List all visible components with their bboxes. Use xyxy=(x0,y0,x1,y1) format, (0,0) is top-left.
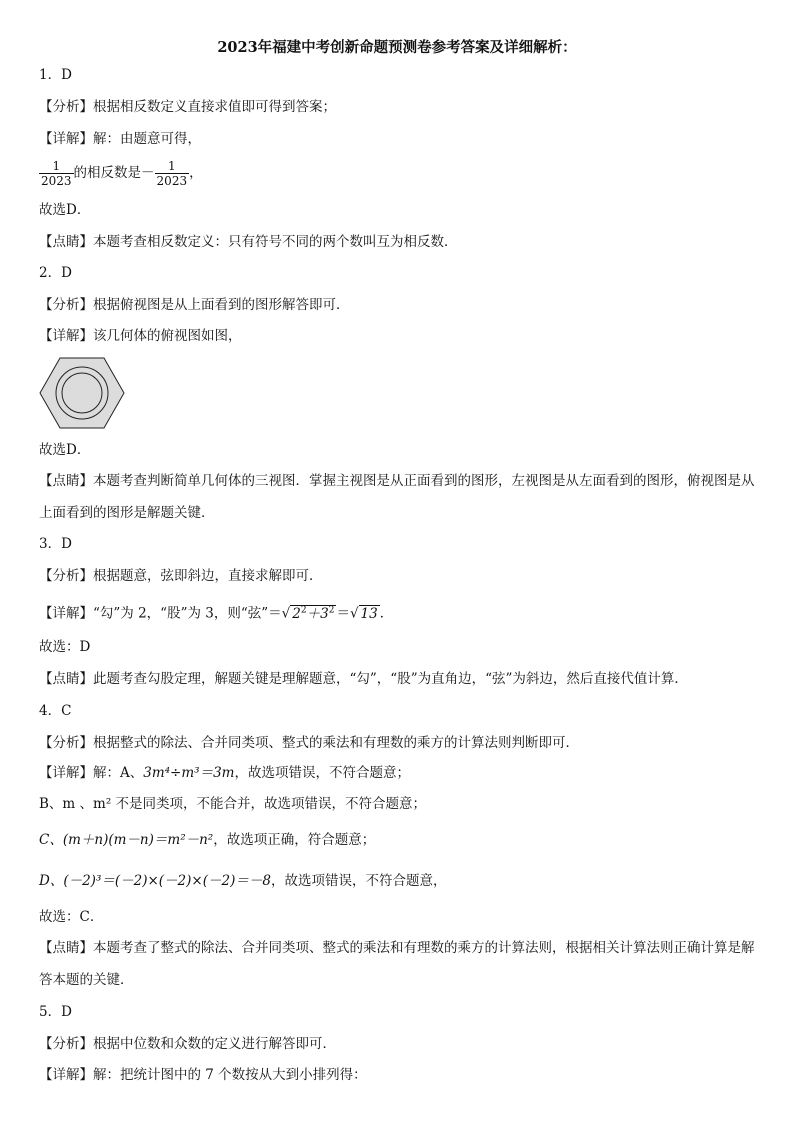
q5-number: 5．D xyxy=(39,1004,72,1020)
q4-option-c xyxy=(39,831,758,849)
q1-detail: 【详解】解：由题意可得， xyxy=(39,131,201,147)
q4-option-a-verdict: ，故选项错误，不符合题意； xyxy=(234,765,410,781)
q3-analysis: 【分析】根据题意，弦即斜边，直接求解即可． xyxy=(39,568,323,584)
q1-mid-text: 的相反数是－ xyxy=(73,165,155,181)
plus-three: ＋3 xyxy=(306,605,329,622)
q3-number: 3．D xyxy=(39,536,72,552)
q3-detail-text: 【详解】“勾”为 2，“股”为 3，则“弦”＝ xyxy=(39,605,282,622)
sqrt-radicand: 13 xyxy=(360,605,378,622)
sqrt-radicand xyxy=(290,605,336,622)
q2-analysis: 【分析】根据俯视图是从上面看到的图形解答即可． xyxy=(39,297,350,313)
fraction xyxy=(155,159,190,188)
q2-choice: 故选D． xyxy=(39,442,91,458)
page-title: 2023年福建中考创新命题预测卷参考答案及详细解析： xyxy=(217,39,577,56)
hexagon-top-view-figure xyxy=(38,356,126,430)
q2-number: 2．D xyxy=(39,265,72,281)
base-two: 2 xyxy=(292,605,301,622)
q1-fraction-line xyxy=(39,158,758,188)
q3-choice: 故选：D xyxy=(39,639,91,655)
q4-comment: 【点睛】本题考查了整式的除法、合并同类项、整式的乘法和有理数的乘方的计算法则，根据相关计算法则正确计算是解答本题的关键． xyxy=(39,940,755,988)
q5-analysis: 【分析】根据中位数和众数的定义进行解答即可． xyxy=(39,1036,336,1052)
equals: ＝ xyxy=(336,605,350,622)
fraction-denominator: 2023 xyxy=(41,174,72,188)
fraction-numerator: 1 xyxy=(52,159,61,173)
q4-analysis: 【分析】根据整式的除法、合并同类项、整式的乘法和有理数的乘方的计算法则判断即可． xyxy=(39,735,579,751)
q2-detail: 【详解】该几何体的俯视图如图， xyxy=(39,328,242,344)
fraction-denominator: 2023 xyxy=(156,174,188,188)
q4-option-c-verdict: ，故选项正确，符合题意； xyxy=(213,832,376,848)
q4-detail-a xyxy=(39,764,758,782)
q1-analysis: 【分析】根据相反数定义直接求值即可得到答案； xyxy=(39,99,336,115)
q4-option-c-math: C、(m＋n)(m－n)＝m²－n² xyxy=(39,832,214,848)
q5-detail: 【详解】解：把统计图中的 7 个数按从大到小排列得： xyxy=(39,1067,367,1083)
q4-detail-label: 【详解】解：A、 xyxy=(39,765,144,781)
q4-option-d-verdict: ，故选项错误，不符合题意， xyxy=(270,873,447,889)
q1-choice: 故选D． xyxy=(39,202,91,218)
fraction xyxy=(39,159,74,188)
q2-comment: 【点睛】本题考查判断简单几何体的三视图．掌握主视图是从正面看到的图形，左视图是从左面看到的图形，俯视图是从上面看到的图形是解题关键． xyxy=(39,473,755,521)
q1-end: ， xyxy=(189,165,203,181)
q3-comment: 【点睛】此题考查勾股定理，解题关键是理解题意，“勾”，“股”为直角边，“弦”为斜边，然后直接代值计算． xyxy=(39,671,688,687)
q4-option-b: B、m 、m² 不是同类项，不能合并，故选项错误，不符合题意； xyxy=(39,796,427,812)
exponent: 2 xyxy=(328,605,335,615)
q4-choice: 故选：C． xyxy=(39,909,104,925)
exponent: 2 xyxy=(300,605,307,615)
q3-detail-end: ． xyxy=(379,605,394,622)
sqrt-expression: √ $2^2+3^2$ xyxy=(281,605,335,622)
q4-option-d-math: D、(－2)³＝(－2)×(－2)×(－2)＝－8 xyxy=(39,873,271,889)
q4-number: 4．C xyxy=(39,703,72,719)
q1-comment: 【点睛】本题考查相反数定义：只有符号不同的两个数叫互为相反数． xyxy=(39,234,458,250)
q4-option-d xyxy=(39,872,758,890)
fraction-numerator: 1 xyxy=(168,159,176,173)
q4-option-a-math: 3m⁴÷m³＝3m xyxy=(143,765,235,781)
q1-number: 1．D xyxy=(39,67,72,83)
q3-detail xyxy=(39,601,758,623)
sqrt-thirteen: √ 13 xyxy=(349,605,378,622)
